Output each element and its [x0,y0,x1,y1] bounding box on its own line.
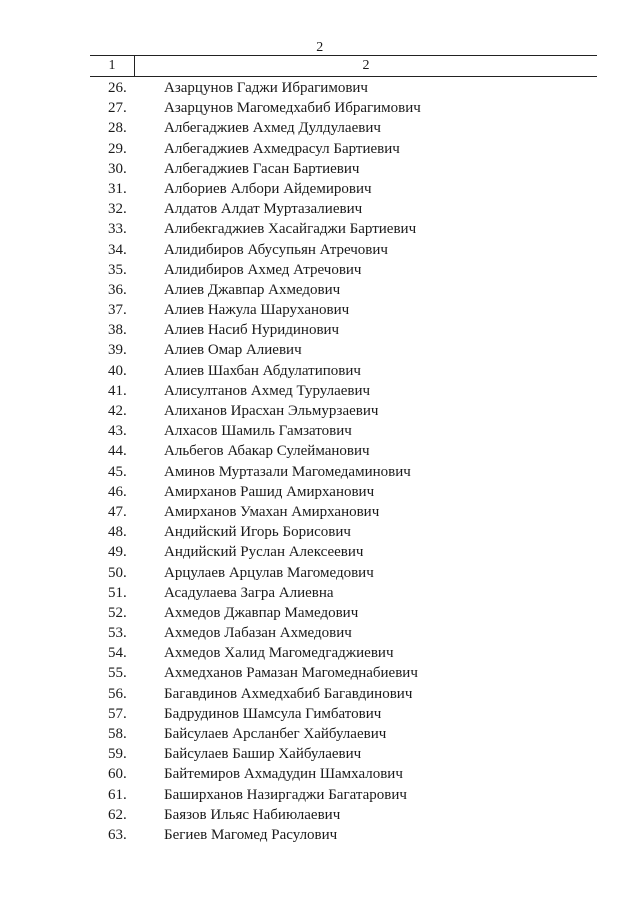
list-item-number: 55. [108,665,127,682]
list-item-number: 43. [108,423,127,440]
list-item-name: Алиев Насиб Нуридинович [164,322,340,339]
list-item [0,199,640,219]
list-item [0,240,640,260]
header-col-number: 1 [108,58,116,73]
list-item [0,340,640,360]
list-item-number: 35. [108,261,127,278]
list-item [0,825,640,845]
list-item [0,381,640,401]
list-item-name: Алидибиров Абусупьян Атречович [164,241,388,258]
list-item-number: 53. [108,625,127,642]
list-item [0,785,640,805]
list-item-name: Арцулаев Арцулав Магомедович [164,564,374,581]
list-item-name: Алиханов Ирасхан Эльмурзаевич [164,403,379,419]
list-item-name: Алибекгаджиев Хасайгаджи Бартиевич [164,221,417,238]
list-item-name: Байсулаев Башир Хайбулаевич [164,746,362,763]
list-item [0,98,640,118]
list-item-name: Ахмедов Халид Магомедгаджиевич [164,645,394,662]
list-item-number: 50. [108,564,127,581]
list-item [0,724,640,744]
list-item [0,522,640,542]
list-item-name: Байсулаев Арсланбег Хайбулаевич [164,726,387,742]
list-item-name: Алисултанов Ахмед Турулаевич [164,382,371,399]
list-item-number: 62. [108,806,127,823]
list-item-name: Ахмедханов Рамазан Магомеднабиевич [164,665,418,682]
list-item-number: 39. [108,342,127,359]
list-item [0,643,640,663]
list-item [0,744,640,764]
list-item [0,118,640,138]
list-item [0,441,640,461]
list-item-name: Албориев Албори Айдемирович [164,180,372,197]
list-item-number: 26. [108,80,127,96]
list-item-name: Алиев Нажула Шаруханович [164,302,350,319]
page-number: 2 [316,40,324,55]
list-item-name: Бадрудинов Шамсула Гимбатович [164,705,382,722]
list-item [0,583,640,603]
list-item-number: 36. [108,281,127,298]
list-item-number: 40. [108,362,127,379]
list-item [0,219,640,239]
list-item-name: Амирханов Умахан Амирханович [164,503,380,520]
table-header [90,55,597,77]
list-item-name: Албегаджиев Ахмед Дулдулаевич [164,120,381,137]
list-item-name: Баширханов Назиргаджи Багатарович [164,786,407,803]
list-item [0,805,640,825]
list-item-name: Асадулаева Загра Алиевна [164,584,334,601]
list-item-name: Андийский Руслан Алексеевич [164,544,364,561]
list-item-name: Алхасов Шамиль Гамзатович [164,423,352,440]
list-item-number: 41. [108,382,127,399]
list-item-number: 63. [108,826,127,843]
list-item-name: Азарцунов Магомедхабиб Ибрагимович [164,100,421,117]
list-item [0,280,640,300]
list-item-number: 44. [108,443,127,460]
list-item-number: 47. [108,503,127,520]
list-item-name: Ахмедов Джавпар Мамедович [164,604,359,621]
list-item-number: 29. [108,140,127,157]
list-item [0,179,640,199]
list-item-number: 33. [108,221,127,238]
list-item-number: 57. [108,705,127,722]
list-item-name: Албегаджиев Ахмедрасул Бартиевич [164,140,400,157]
list-item [0,320,640,340]
list-item-number: 34. [108,241,127,258]
list-item-number: 37. [108,302,127,319]
list-item-number: 58. [108,726,127,742]
list-item [0,482,640,502]
list-item-number: 30. [108,160,127,177]
list-item [0,563,640,583]
list-item-number: 32. [108,201,127,218]
list-item-number: 27. [108,100,127,117]
list-item [0,603,640,623]
list-item [0,139,640,159]
list-item [0,764,640,784]
list-item-number: 46. [108,483,127,500]
list-item-name: Андийский Игорь Борисович [164,524,351,541]
list-item-number: 45. [108,463,127,480]
list-item [0,401,640,421]
list-item-name: Ахмедов Лабазан Ахмедович [164,625,352,642]
list-item [0,361,640,381]
list-item-name: Альбегов Абакар Сулейманович [164,443,370,460]
list-item-name: Албегаджиев Гасан Бартиевич [164,160,360,177]
list-item [0,462,640,482]
list-item-number: 54. [108,645,127,662]
list-item [0,159,640,179]
list-item [0,260,640,280]
list-item [0,78,640,98]
list-item-number: 51. [108,584,127,601]
list-item-name: Алдатов Алдат Муртазалиевич [164,201,363,218]
list-item-number: 52. [108,604,127,621]
list-item-number: 38. [108,322,127,339]
list-item-name: Азарцунов Гаджи Ибрагимович [164,80,368,96]
list-item-number: 28. [108,120,127,137]
list-item [0,300,640,320]
header-col-name: 2 [362,58,370,73]
list-item [0,542,640,562]
list-item-name: Байтемиров Ахмадудин Шамхалович [164,766,403,783]
list-item [0,421,640,441]
list-item-name: Алидибиров Ахмед Атречович [164,261,362,278]
list-item [0,502,640,522]
list-item-name: Аминов Муртазали Магомедаминович [164,463,411,480]
list-item-number: 61. [108,786,127,803]
list-item-name: Алиев Шахбан Абдулатипович [164,362,361,379]
list-item-number: 48. [108,524,127,541]
list-item-name: Амирханов Рашид Амирханович [164,483,375,500]
list-item [0,704,640,724]
list-item-number: 31. [108,180,127,197]
list-item-number: 59. [108,746,127,763]
list-item [0,684,640,704]
list-item-number: 49. [108,544,127,561]
list-item-name: Алиев Омар Алиевич [164,342,302,359]
list-item-name: Багавдинов Ахмедхабиб Багавдинович [164,685,413,702]
list-item [0,623,640,643]
list-item [0,663,640,683]
name-list [0,78,640,845]
list-item-name: Баязов Ильяс Набиюлаевич [164,806,341,823]
list-item-name: Алиев Джавпар Ахмедович [164,281,341,298]
list-item-number: 60. [108,766,127,783]
list-item-number: 42. [108,403,127,419]
list-item-number: 56. [108,685,127,702]
list-item-name: Бегиев Магомед Расулович [164,826,338,843]
